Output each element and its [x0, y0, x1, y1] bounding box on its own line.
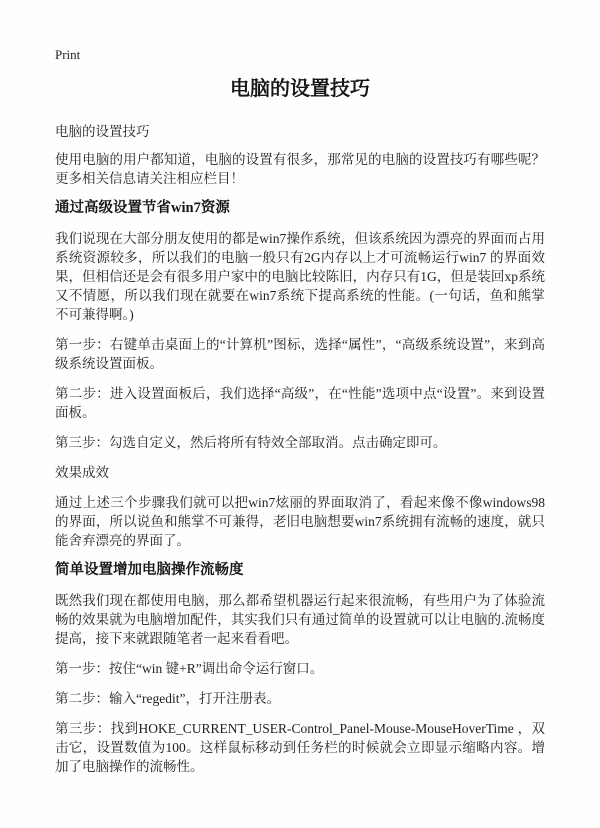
- paragraph-win7-result: 通过上述三个步骤我们就可以把win7炫丽的界面取消了，看起来像不像windows98的界面，所以说鱼和熊掌不可兼得，老旧电脑想要win7系统拥有流畅的速度，就只能舍弃漂亮的界面了。: [55, 495, 545, 548]
- paragraph-smoothness-overview: 既然我们现在都使用电脑，那么都希望机器运行起来很流畅，有些用户为了体验流畅的效果就为电脑增加配件，其实我们只有通过简单的设置就可以让电脑的.流畅度提高，接下来就跟随笔者一起来看看吧。: [55, 593, 545, 646]
- paragraph-win7-overview: 我们说现在大部分朋友使用的都是win7操作系统，但该系统因为漂亮的界面而占用系统资源较多，所以我们的电脑一般只有2G内存以上才可流畅运行win7 的界面效果，但相信还是会有很多用户家中的电脑比较陈旧，内存只有1G，但是装回xp系统又不情愿，所以我们现在就要在win7系统下提高系统的性能。(一句话，鱼和熊掌不可兼得啊。): [55, 231, 545, 322]
- section-heading-smoothness: 简单设置增加电脑操作流畅度: [55, 562, 244, 578]
- paragraph-effect-label: 效果成效: [55, 465, 109, 480]
- paragraph-win7-step-2: 第二步：进入设置面板后，我们选择“高级”，在“性能”选项中点“设置”。来到设置面板。: [55, 386, 545, 420]
- section-heading-win7-resources: 通过高级设置节省win7资源: [55, 200, 230, 216]
- paragraph-smoothness-step-2: 第二步：输入“regedit”，打开注册表。: [55, 691, 280, 706]
- paragraph-smoothness-step-1: 第一步：按住“win 键+R”调出命令运行窗口。: [55, 661, 324, 676]
- print-link[interactable]: Print: [55, 47, 81, 62]
- document-subtitle: 电脑的设置技巧: [55, 124, 150, 139]
- page-title: 电脑的设置技巧: [230, 78, 370, 100]
- intro-paragraph: 使用电脑的用户都知道，电脑的设置有很多，那常见的电脑的设置技巧有哪些呢？更多相关信息请关注相应栏目！: [55, 152, 545, 186]
- paragraph-smoothness-step-3: 第三步：找到HOKE_CURRENT_USER-Control_Panel-Mouse-MouseHoverTime ，双击它，设置数值为100。这样鼠标移动到任务栏的时候就会立即显示缩略内容。增加了电脑操作的流畅性。: [55, 721, 545, 774]
- paragraph-win7-step-3: 第三步：勾选自定义，然后将所有特效全部取消。点击确定即可。: [55, 435, 447, 450]
- paragraph-win7-step-1: 第一步：右键单击桌面上的“计算机”图标，选择“属性”，“高级系统设置”，来到高级系统设置面板。: [55, 337, 545, 371]
